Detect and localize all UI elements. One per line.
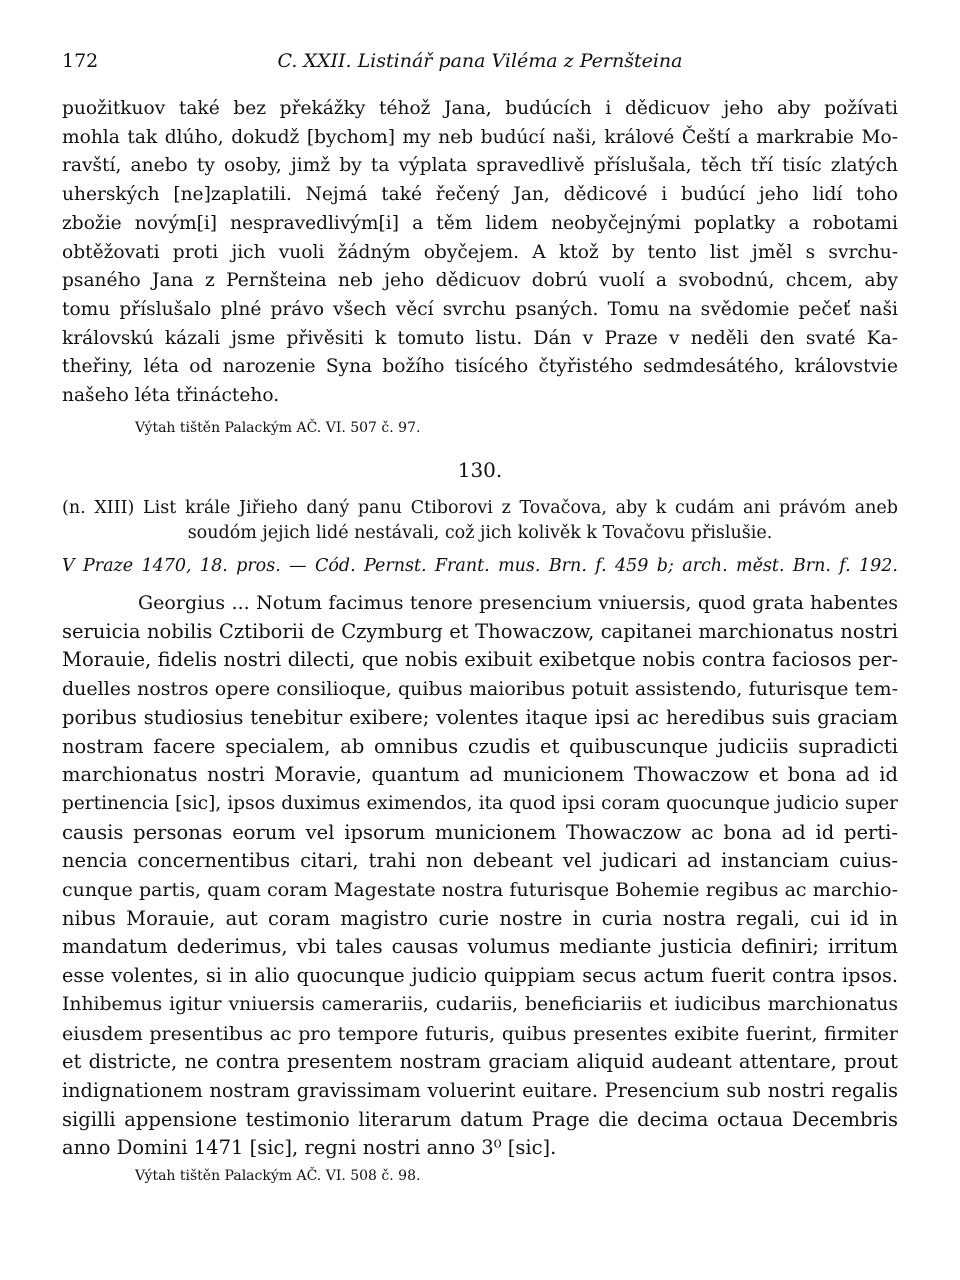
running-title: C. XXII. Listinář pana Viléma z Pernšteina <box>277 50 683 72</box>
text-line: et districte, ne contra presentem nostram graciam aliquid audeant attentare, prout <box>62 1050 898 1074</box>
page-number: 172 <box>62 50 99 72</box>
czech-paragraph <box>62 95 898 411</box>
regest <box>62 496 898 546</box>
source-note: Výtah tištěn Palackým AČ. VI. 508 č. 98. <box>135 1168 421 1184</box>
text-line: psaného Jana z Pernšteina neb jeho dědicuov dobrú vuolí a svobodnú, chcem, aby <box>62 270 898 292</box>
text-line: tomu příslušalo plné právo všech věcí svrchu psaných. Tomu na svědomie pečeť naši <box>62 298 898 320</box>
text-line: Morauie, fidelis nostri dilecti, que nobis exibuit exibetque nobis contra faciosos per- <box>62 648 898 672</box>
text-line: nibus Morauie, aut coram magistro curie nostre in curia nostra regali, cui id in <box>62 906 898 930</box>
text-line: našeho léta třinácteho. <box>62 385 280 407</box>
text-line: obtěžovati proti jich vuoli žádným obyčejem. A ktož by tento list jměl s svrchu- <box>62 241 898 263</box>
page-header <box>62 50 898 76</box>
text-line: Inhibemus igitur vniuersis camerariis, cudariis, beneficiariis et iudicibus marchionatus <box>62 993 898 1015</box>
text-line: mandatum dederimus, vbi tales causas volumus mediante justicia definiri; irritum <box>62 935 898 959</box>
text-line: královskú kázali jsme přivěsiti k tomuto listu. Dán v Praze v neděli den svaté Ka- <box>62 327 898 349</box>
text-line: ravští, anebo ty osoby, jimž by ta výplata spravedlivě příslušala, těch tří tisíc zlatých <box>62 155 898 177</box>
text-line: mohla tak dlúho, dokudž [bychom] my neb budúcí naši, králové Čeští a markrabie Mo- <box>62 126 898 148</box>
text-line: anno Domini 1471 [sic], regni nostri anno 3⁰ [sic]. <box>62 1136 557 1160</box>
document-number: 130. <box>457 458 503 482</box>
text-line: causis personas eorum vel ipsorum municionem Thowaczow ac bona ad id perti- <box>62 820 898 844</box>
text-line: pertinencia [sic], ipsos duximus eximendos, ita quod ipsi coram quocunque judicio super <box>62 792 898 814</box>
text-line: soudóm jejich lidé nestávali, což jich kolivěk k Tovačovu přislušie. <box>187 523 773 543</box>
text-line: (n. XIII) List krále Jiřieho daný panu Ctiborovi z Tovačova, aby k cudám ani právóm aneb <box>62 498 898 518</box>
text-line: cunque partis, quam coram Magestate nostra futurisque Bohemie regibus ac marchio- <box>62 879 898 902</box>
latin-text <box>62 589 898 1163</box>
text-line: puožitkuov také bez překážky téhož Jana, budúcích i dědicuov jeho aby požívati <box>62 98 898 119</box>
text-line: uherských [ne]zaplatili. Nejmá také řečený Jan, dědicové i budúcí jeho lidí toho <box>62 184 898 206</box>
text-line: esse volentes, si in alio quocunque judicio quippiam secus actum fuerit contra ipsos. <box>62 964 898 988</box>
dateline: V Praze 1470, 18. pros. — Cód. Pernst. Frant. mus. Brn. f. 459 b; arch. měst. Brn. f. 192. <box>62 556 898 576</box>
text-line: duelles nostros opere consilioque, quibus maioribus potuit assistendo, futurisque tem- <box>62 678 898 701</box>
text-line: eiusdem presentibus ac pro tempore futuris, quibus presentes exibite fuerint, firmiter <box>62 1022 898 1045</box>
text-line: marchionatus nostri Moravie, quantum ad municionem Thowaczow et bona ad id <box>62 763 898 787</box>
text-line: seruicia nobilis Cztiborii de Czymburg et Thowaczow, capitanei marchionatus nostri <box>62 619 898 643</box>
text-line: nencia concernentibus citari, trahi non debeant vel judicari ad instanciam cuius- <box>62 849 898 873</box>
source-note: Výtah tištěn Palackým AČ. VI. 507 č. 97. <box>135 420 421 436</box>
text-line: nostram facere specialem, ab omnibus czudis et quibuscunque judiciis supradicti <box>62 734 898 758</box>
text-line: theřiny, léta od narozenie Syna božího tisícého čtyřistého sedmdesátého, královstvie <box>62 356 898 378</box>
text-line: Georgius ... Notum facimus tenore presencium vniuersis, quod grata habentes <box>138 592 898 614</box>
text-line: sigilli appensione testimonio literarum datum Prage die decima octaua Decembris <box>62 1107 898 1131</box>
text-line: poribus studiosius tenebitur exibere; volentes itaque ipsi ac heredibus suis graciam <box>62 705 898 729</box>
text-line: indignationem nostram gravissimam voluerint euitare. Presencium sub nostri regalis <box>62 1078 898 1102</box>
text-line: zbožie novým[i] nespravedlivým[i] a těm lidem neobyčejnými poplatky a robotami <box>62 212 898 234</box>
